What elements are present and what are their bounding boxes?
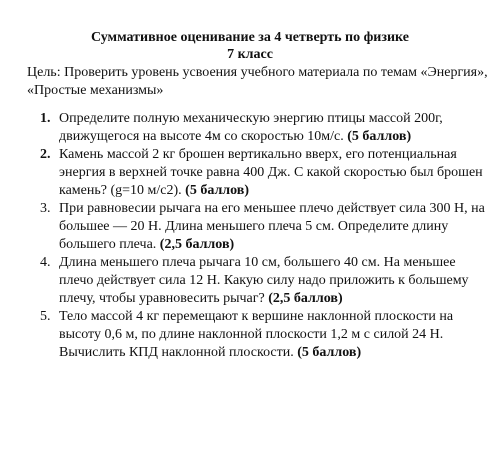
document-title: Суммативное оценивание за 4 четверть по физике	[90, 30, 409, 45]
task-number: 5.	[40, 309, 51, 324]
task-item-1	[40, 110, 492, 146]
task-item-5	[40, 308, 492, 362]
task-number: 2.	[40, 147, 51, 162]
task-points: (5 баллов)	[185, 183, 250, 198]
task-text: Тело массой 4 кг перемещают к вершине наклонной плоскости на высоту 0,6 м, по длине наклонной плоскости 1,2 м с силой 24 Н. Вычислить КПД наклонной плоскости.	[59, 309, 454, 360]
document-header	[0, 29, 500, 63]
grade-label: 7 класс	[227, 47, 273, 62]
task-points: (2,5 баллов)	[268, 291, 343, 306]
task-text: При равновесии рычага на его меньшее плечо действует сила 300 Н, на большее — 20 Н. Длина меньшего плеча 5 см. Определите длину большего плеча.	[59, 201, 485, 252]
goal-statement: Цель: Проверить уровень усвоения учебного материала по темам «Энергия», «Простые механизмы»	[27, 65, 488, 98]
task-number: 4.	[40, 255, 51, 270]
task-text: Длина меньшего плеча рычага 10 см, большего 40 см. На меньшее плечо действует сила 12 Н. Какую силу надо приложить к большему плечу, чтобы уравновесить рычаг?	[59, 255, 469, 306]
task-item-4	[40, 254, 492, 308]
task-item-2	[40, 146, 492, 200]
task-number: 3.	[40, 201, 51, 216]
task-number: 1.	[40, 111, 51, 126]
task-points: (2,5 баллов)	[159, 237, 235, 252]
task-item-3	[40, 200, 492, 254]
task-text: Камень массой 2 кг брошен вертикально вверх, его потенциальная энергия в верхней точке равна 400 Дж. С какой скоростью был брошен камень? (g=10 м/с2).	[59, 147, 483, 198]
task-text: Определите полную механическую энергию птицы массой 200г, движущегося на высоте 4м со скоростью 10м/с.	[59, 111, 443, 144]
task-points: (5 баллов)	[297, 345, 362, 360]
task-points: (5 баллов)	[347, 129, 412, 144]
task-list	[40, 110, 492, 362]
